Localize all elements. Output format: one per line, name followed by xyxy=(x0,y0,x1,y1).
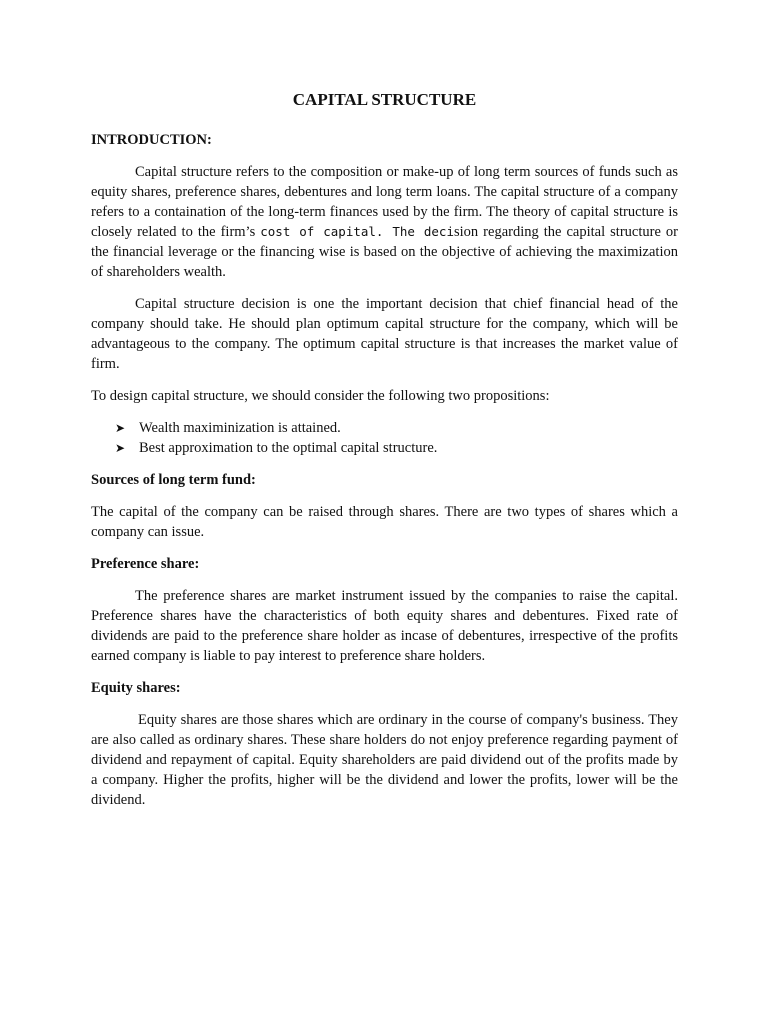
list-item-text: Wealth maximinization is attained. xyxy=(139,420,341,436)
intro-paragraph-1-text-a: Capital structure refers to the composition or make-up of long term sources of funds such as equity shares, preference shares, debentures and long term loans. The capital structure of a company refers to a containation of the long-term finances used by the firm. The theory of capital structure is closely related to the firm’s xyxy=(91,164,678,240)
preference-heading: Preference share: xyxy=(91,556,200,572)
intro-paragraph-2: Capital structure decision is one the important decision that chief financial head of the company should take. He should plan optimum capital structure for the company, which will be advantageous to the company. The optimum capital structure is that increases the market value of firm. xyxy=(91,296,678,372)
intro-heading: INTRODUCTION: xyxy=(91,132,212,148)
intro-paragraph-1-text-b: sion regarding the capital structure or the financial leverage or the financing wise is based on the objective of achieving the maximization of shareholders wealth. xyxy=(91,224,678,280)
sources-heading: Sources of long term fund: xyxy=(91,472,256,488)
equity-paragraph: Equity shares are those shares which are ordinary in the course of company's business. They are also called as ordinary shares. These share holders do not enjoy preference regarding payment of dividend and repayment of capital. Equity shareholders are paid dividend out of the profits made by a company. Higher the profits, higher will be the dividend and lower the profits, lower will be the dividend. xyxy=(91,712,678,808)
equity-heading: Equity shares: xyxy=(91,680,181,696)
propositions-list xyxy=(91,418,678,458)
arrow-right-icon: ➤ xyxy=(115,441,126,455)
list-item-text: Best approximation to the optimal capital structure. xyxy=(139,440,438,456)
intro-paragraph-1-mono-run: cost of capital. The deci xyxy=(260,224,454,239)
intro-paragraph-1 xyxy=(91,162,678,282)
intro-paragraph-3: To design capital structure, we should consider the following two propositions: xyxy=(91,388,550,404)
document-page xyxy=(91,88,678,822)
sources-paragraph: The capital of the company can be raised through shares. There are two types of shares which a company can issue. xyxy=(91,504,678,540)
list-item xyxy=(91,438,678,458)
document-title: CAPITAL STRUCTURE xyxy=(292,90,477,109)
arrow-right-icon: ➤ xyxy=(115,421,126,435)
list-item xyxy=(91,418,678,438)
preference-paragraph: The preference shares are market instrument issued by the companies to raise the capital. Preference shares have the characteristics of both equity shares and debentures. Fixed rate of dividends are paid to the preference share holder as incase of debentures, irrespective of the profits earned company is liable to pay interest to preference share holders. xyxy=(91,588,678,664)
